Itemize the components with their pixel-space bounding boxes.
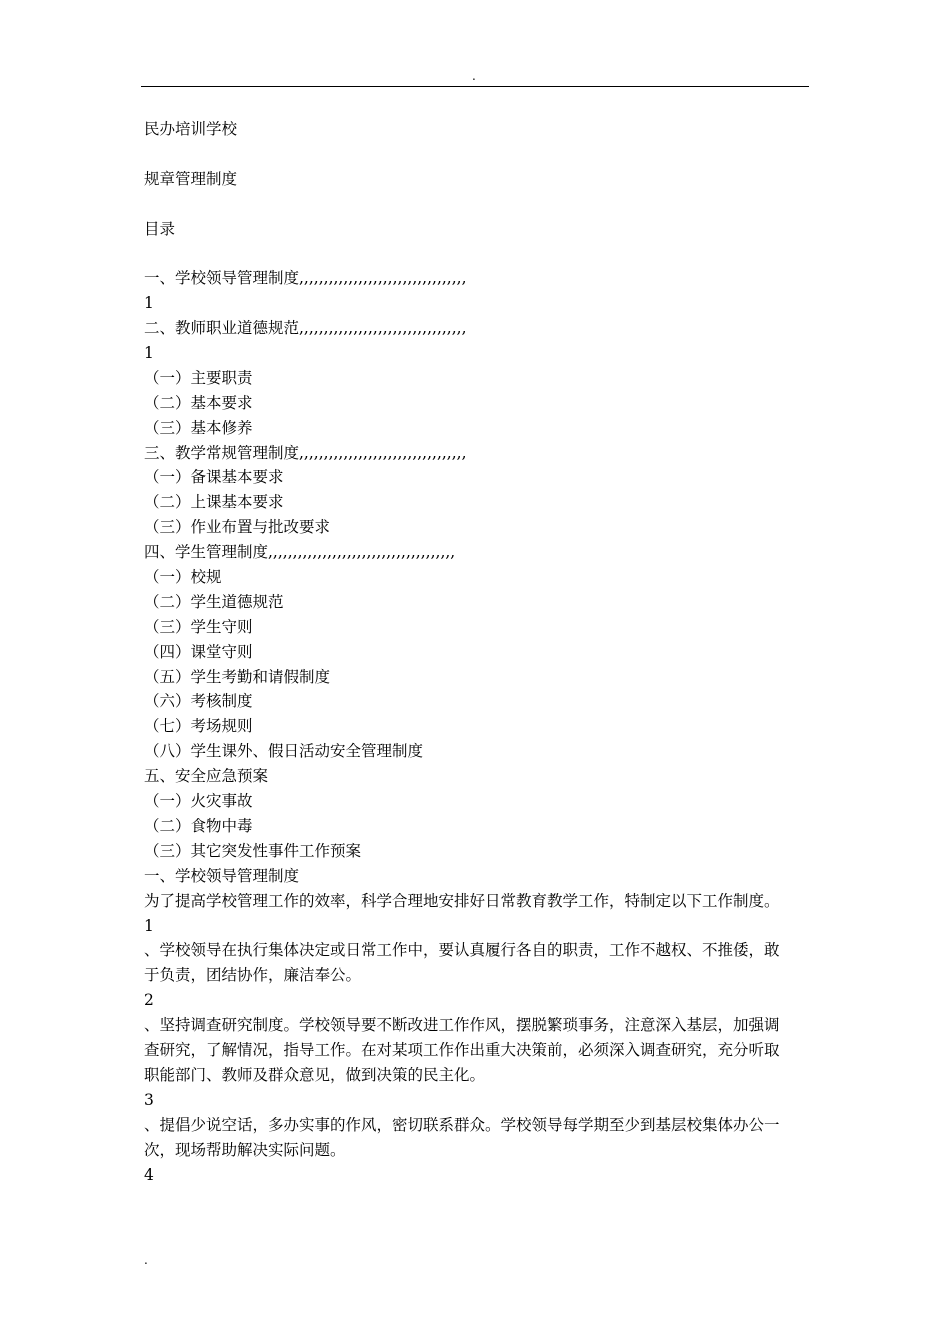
document-body: [144, 117, 794, 1187]
table-of-contents: [144, 266, 794, 863]
item-number: 1: [144, 916, 154, 935]
document-title: 规章管理制度: [144, 169, 238, 188]
item-text: 、坚持调查研究制度。学校领导要不断改进工作作风，摆脱繁琐事务，注意深入基层，加强调查研究，了解情况，指导工作。在对某项工作作出重大决策前，必须深入调查研究，充分听取职能部门、教师及群众意见，做到决策的民主化。: [144, 1016, 780, 1084]
toc-entry: 二、教师职业道德规范,,,,,,,,,,,,,,,,,,,,,,,,,,,,,,,,,,: [144, 319, 467, 338]
toc-entry: （四）课堂守则: [144, 642, 253, 661]
item-text: 、学校领导在执行集体决定或日常工作中，要认真履行各自的职责，工作不越权、不推倭，敢于负责，团结协作，廉洁奉公。: [144, 941, 780, 985]
toc-entry: （三）其它突发性事件工作预案: [144, 841, 362, 860]
item-number: 3: [144, 1090, 154, 1109]
toc-entry: （六）考核制度: [144, 692, 253, 711]
intro-paragraph: 为了提高学校管理工作的效率，科学合理地安排好日常教育教学工作，特制定以下工作制度。: [144, 891, 780, 910]
toc-entry: （二）学生道德规范: [144, 592, 284, 611]
header-rule: [141, 86, 809, 87]
toc-entry: 五、安全应急预案: [144, 767, 269, 786]
footer-dot: .: [144, 1253, 148, 1267]
toc-entry: （五）学生考勤和请假制度: [144, 667, 331, 686]
toc-heading: 目录: [144, 219, 176, 238]
toc-entry: （一）主要职责: [144, 368, 253, 387]
toc-page-number: 1: [144, 344, 154, 363]
item-number: 4: [144, 1165, 154, 1184]
toc-entry: 一、学校领导管理制度,,,,,,,,,,,,,,,,,,,,,,,,,,,,,,,,,,: [144, 269, 467, 288]
toc-entry: 三、教学常规管理制度,,,,,,,,,,,,,,,,,,,,,,,,,,,,,,,,,,: [144, 443, 467, 462]
toc-entry: 四、学生管理制度,,,,,,,,,,,,,,,,,,,,,,,,,,,,,,,,,,,,,,: [144, 543, 456, 562]
school-name: 民办培训学校: [144, 120, 238, 138]
toc-page-number: 1: [144, 294, 154, 313]
toc-entry: （三）学生守则: [144, 617, 253, 636]
toc-entry: （二）上课基本要求: [144, 493, 284, 512]
item-number: 2: [144, 991, 154, 1010]
toc-entry: （二）食物中毒: [144, 816, 253, 835]
toc-entry: （八）学生课外、假日活动安全管理制度: [144, 742, 424, 761]
header-dot: .: [472, 69, 476, 83]
toc-entry: （三）基本修养: [144, 418, 253, 437]
item-text: 、提倡少说空话，多办实事的作风，密切联系群众。学校领导每学期至少到基层校集体办公一次，现场帮助解决实际问题。: [144, 1115, 780, 1159]
toc-entry: （一）备课基本要求: [144, 468, 284, 487]
toc-entry: （二）基本要求: [144, 393, 253, 412]
section-heading: 一、学校领导管理制度: [144, 866, 300, 885]
toc-entry: （七）考场规则: [144, 717, 253, 736]
toc-entry: （一）校规: [144, 568, 222, 587]
toc-entry: （三）作业布置与批改要求: [144, 518, 331, 537]
toc-entry: （一）火灾事故: [144, 792, 253, 811]
